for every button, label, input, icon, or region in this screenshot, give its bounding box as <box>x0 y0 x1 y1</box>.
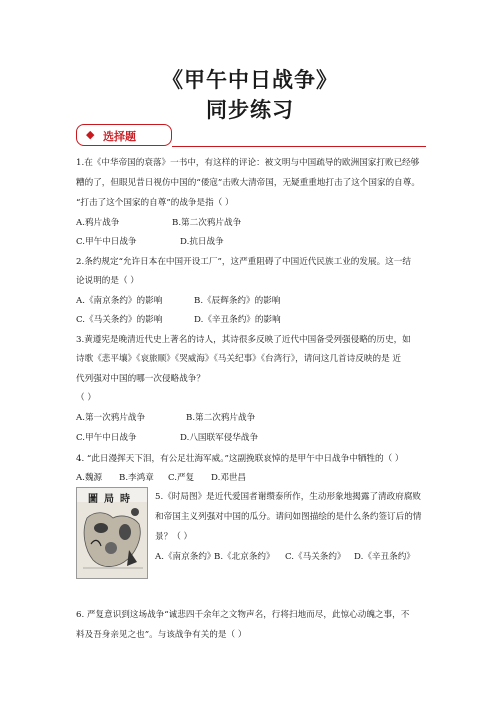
q3-line4: （ ） <box>76 393 96 403</box>
q5-option-b: B.《北京条约》 <box>214 552 275 562</box>
q2-option-a: A.《南京条约》的影响 <box>76 296 163 306</box>
q4-option-b: B.李鸿章 <box>119 473 154 483</box>
q4-option-c: C.严复 <box>168 473 195 483</box>
q6-line2: 料及吾身亲见之也”。与该战争有关的是（ ） <box>76 630 247 640</box>
q1-option-d: D.抗日战争 <box>180 237 224 247</box>
q5-option-a: A.《南京条约》 <box>155 552 216 562</box>
page-title: 《甲午中日战争》 <box>162 68 338 92</box>
q1-line1: 1.在《中华帝国的衰落》一书中，有这样的评论：被文明与中国疏导的欧洲国家打败已经够 <box>76 158 420 168</box>
q3-option-c: C.甲午中日战争 <box>76 433 137 443</box>
q1-option-c: C.甲午中日战争 <box>76 237 137 247</box>
q3-line3: 代列强对中国的哪一次侵略战争？ <box>76 374 205 384</box>
q3-line1: 3.黄遵宪是晚清近代史上著名的诗人，其诗很多反映了近代中国备受列强侵略的历史，如 <box>76 335 411 345</box>
q2-option-c: C.《马关条约》的影响 <box>76 315 163 325</box>
section-header <box>76 124 172 146</box>
q4-option-d: D.邓世昌 <box>211 473 247 483</box>
q5-line3: 景？（ ） <box>155 532 193 542</box>
q4-option-a: A.魏源 <box>76 473 103 483</box>
section-label: 选择题 <box>103 130 136 143</box>
figure-title: 圖局時 <box>88 494 136 505</box>
q3-line2: 诗歌《悲平壤》《哀旅顺》《哭威海》《马关纪事》《台湾行》，请问这几首诗反映的是 近 <box>76 354 401 364</box>
q4-line1: 4. “此日漫挥天下泪，有公足壮海军威。”这副挽联哀悼的是甲午中日战争中牺牲的（ ） <box>76 454 404 464</box>
diamond-icon: ◆ <box>86 128 95 141</box>
q5-option-d: D.《辛丑条约》 <box>354 552 415 562</box>
q1-option-a: A.鸦片战争 <box>76 218 120 228</box>
q5-line1: 5.《时局图》是近代爱国者谢缵泰所作，生动形象地揭露了清政府腐败 <box>155 492 422 502</box>
section-rule <box>172 146 426 147</box>
shiju-tu-illustration <box>76 487 148 579</box>
page-subtitle: 同步练习 <box>206 98 294 122</box>
q2-line1: 2.条约规定“允许日本在中国开设工厂”，这严重阻碍了中国近代民族工业的发展。这一结 <box>76 257 411 267</box>
q2-option-b: B.《辰辉条约》的影响 <box>194 296 281 306</box>
q2-option-d: D.《辛丑条约》的影响 <box>194 315 281 325</box>
q3-option-a: A.第一次鸦片战争 <box>76 413 146 423</box>
q6-line1: 6. 严复意识到这场战争“诚悲四千余年之文物声名，行将扫地而尽，此惊心动魄之事，不 <box>76 610 410 620</box>
q1-line3: “打击了这个国家的自尊”的战争是指（ ） <box>76 198 234 208</box>
q3-option-b: B.第二次鸦片战争 <box>186 413 256 423</box>
q5-option-c: C.《马关条约》 <box>285 552 346 562</box>
q5-line2: 和帝国主义列强对中国的瓜分。请问如图描绘的是什么条约签订后的情 <box>155 512 422 522</box>
q2-line2: 论说明的是（ ） <box>76 276 139 286</box>
q1-option-b: B.第二次鸦片战争 <box>172 218 242 228</box>
q1-line2: 糟的了，但眼见昔日视仿中国的“倭寇”击败大清帝国，无疑重重地打击了这个国家的自尊。 <box>76 178 420 188</box>
q3-option-d: D.八国联军侵华战争 <box>180 433 259 443</box>
